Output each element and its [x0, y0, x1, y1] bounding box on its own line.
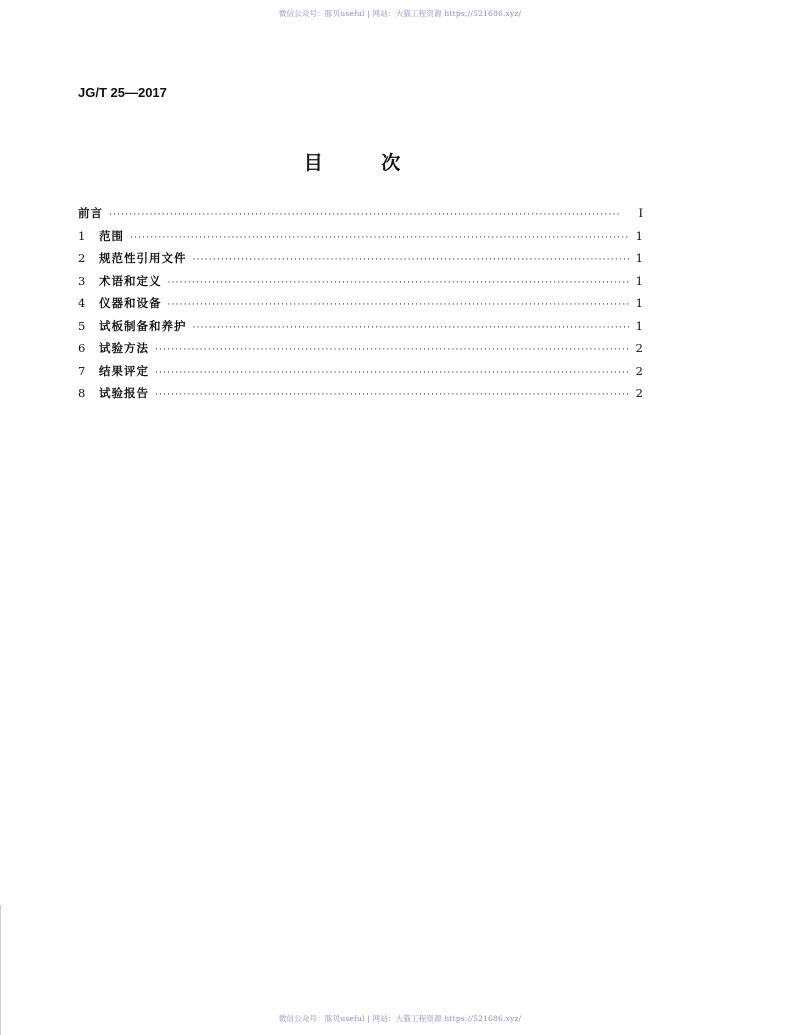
toc-entry-number: 4 [78, 296, 86, 310]
toc-leader-dots [155, 390, 629, 400]
toc-leader-dots [155, 345, 629, 355]
toc-entry-2[interactable] [78, 250, 643, 273]
toc-leader-dots [193, 323, 630, 333]
toc-entry-number: 1 [78, 228, 86, 243]
toc-entry-page: 2 [635, 341, 643, 355]
toc-entry-label: 术语和定义 [99, 273, 162, 288]
toc-entry-label: 试验方法 [99, 341, 149, 355]
toc-entry-preface[interactable] [78, 205, 643, 228]
toc-entry-6[interactable] [78, 340, 643, 363]
toc-leader-dots [168, 278, 630, 288]
watermark-bottom: 微信公众号：豚贝useful | 网站：大猫工程资源 https://521686.xyz/ [278, 1014, 522, 1023]
toc-entry-number: 8 [78, 386, 86, 400]
table-of-contents [78, 205, 643, 408]
toc-entry-5[interactable] [78, 318, 643, 341]
toc-entry-label: 结果评定 [99, 363, 149, 378]
toc-entry-page: 1 [635, 318, 643, 333]
toc-entry-8[interactable] [78, 385, 643, 408]
toc-entry-page: 1 [635, 251, 643, 265]
toc-entry-1[interactable] [78, 228, 643, 251]
toc-entry-label: 前言 [78, 206, 103, 220]
toc-leader-dots [168, 300, 630, 310]
toc-entry-label: 规范性引用文件 [99, 251, 187, 265]
toc-entry-page: 1 [635, 228, 643, 243]
toc-entry-7[interactable] [78, 363, 643, 386]
toc-entry-page: I [638, 205, 643, 220]
toc-entry-number: 5 [78, 318, 86, 333]
toc-entry-page: 2 [635, 386, 643, 400]
watermark-top: 微信公众号：豚贝useful | 网站：大猫工程资源 https://521686.xyz/ [278, 9, 522, 18]
standard-code: JG/T 25—2017 [78, 85, 167, 100]
toc-entry-number: 3 [78, 273, 86, 288]
toc-entry-number: 7 [78, 363, 86, 378]
toc-entry-page: 2 [635, 363, 643, 378]
toc-leader-dots [193, 255, 630, 265]
toc-entry-3[interactable] [78, 273, 643, 296]
toc-leader-dots [155, 368, 629, 378]
toc-entry-number: 2 [78, 251, 86, 265]
toc-entry-page: 1 [635, 296, 643, 310]
toc-entry-label: 试板制备和养护 [99, 318, 187, 333]
toc-entry-label: 范围 [99, 228, 124, 243]
toc-entry-label: 仪器和设备 [99, 296, 162, 310]
toc-entry-page: 1 [635, 273, 643, 288]
toc-entry-label: 试验报告 [99, 386, 149, 400]
toc-leader-dots [130, 233, 629, 243]
toc-leader-dots [109, 210, 629, 220]
toc-entry-4[interactable] [78, 295, 643, 318]
toc-entry-number: 6 [78, 341, 86, 355]
toc-title: 目 次 [303, 152, 427, 174]
